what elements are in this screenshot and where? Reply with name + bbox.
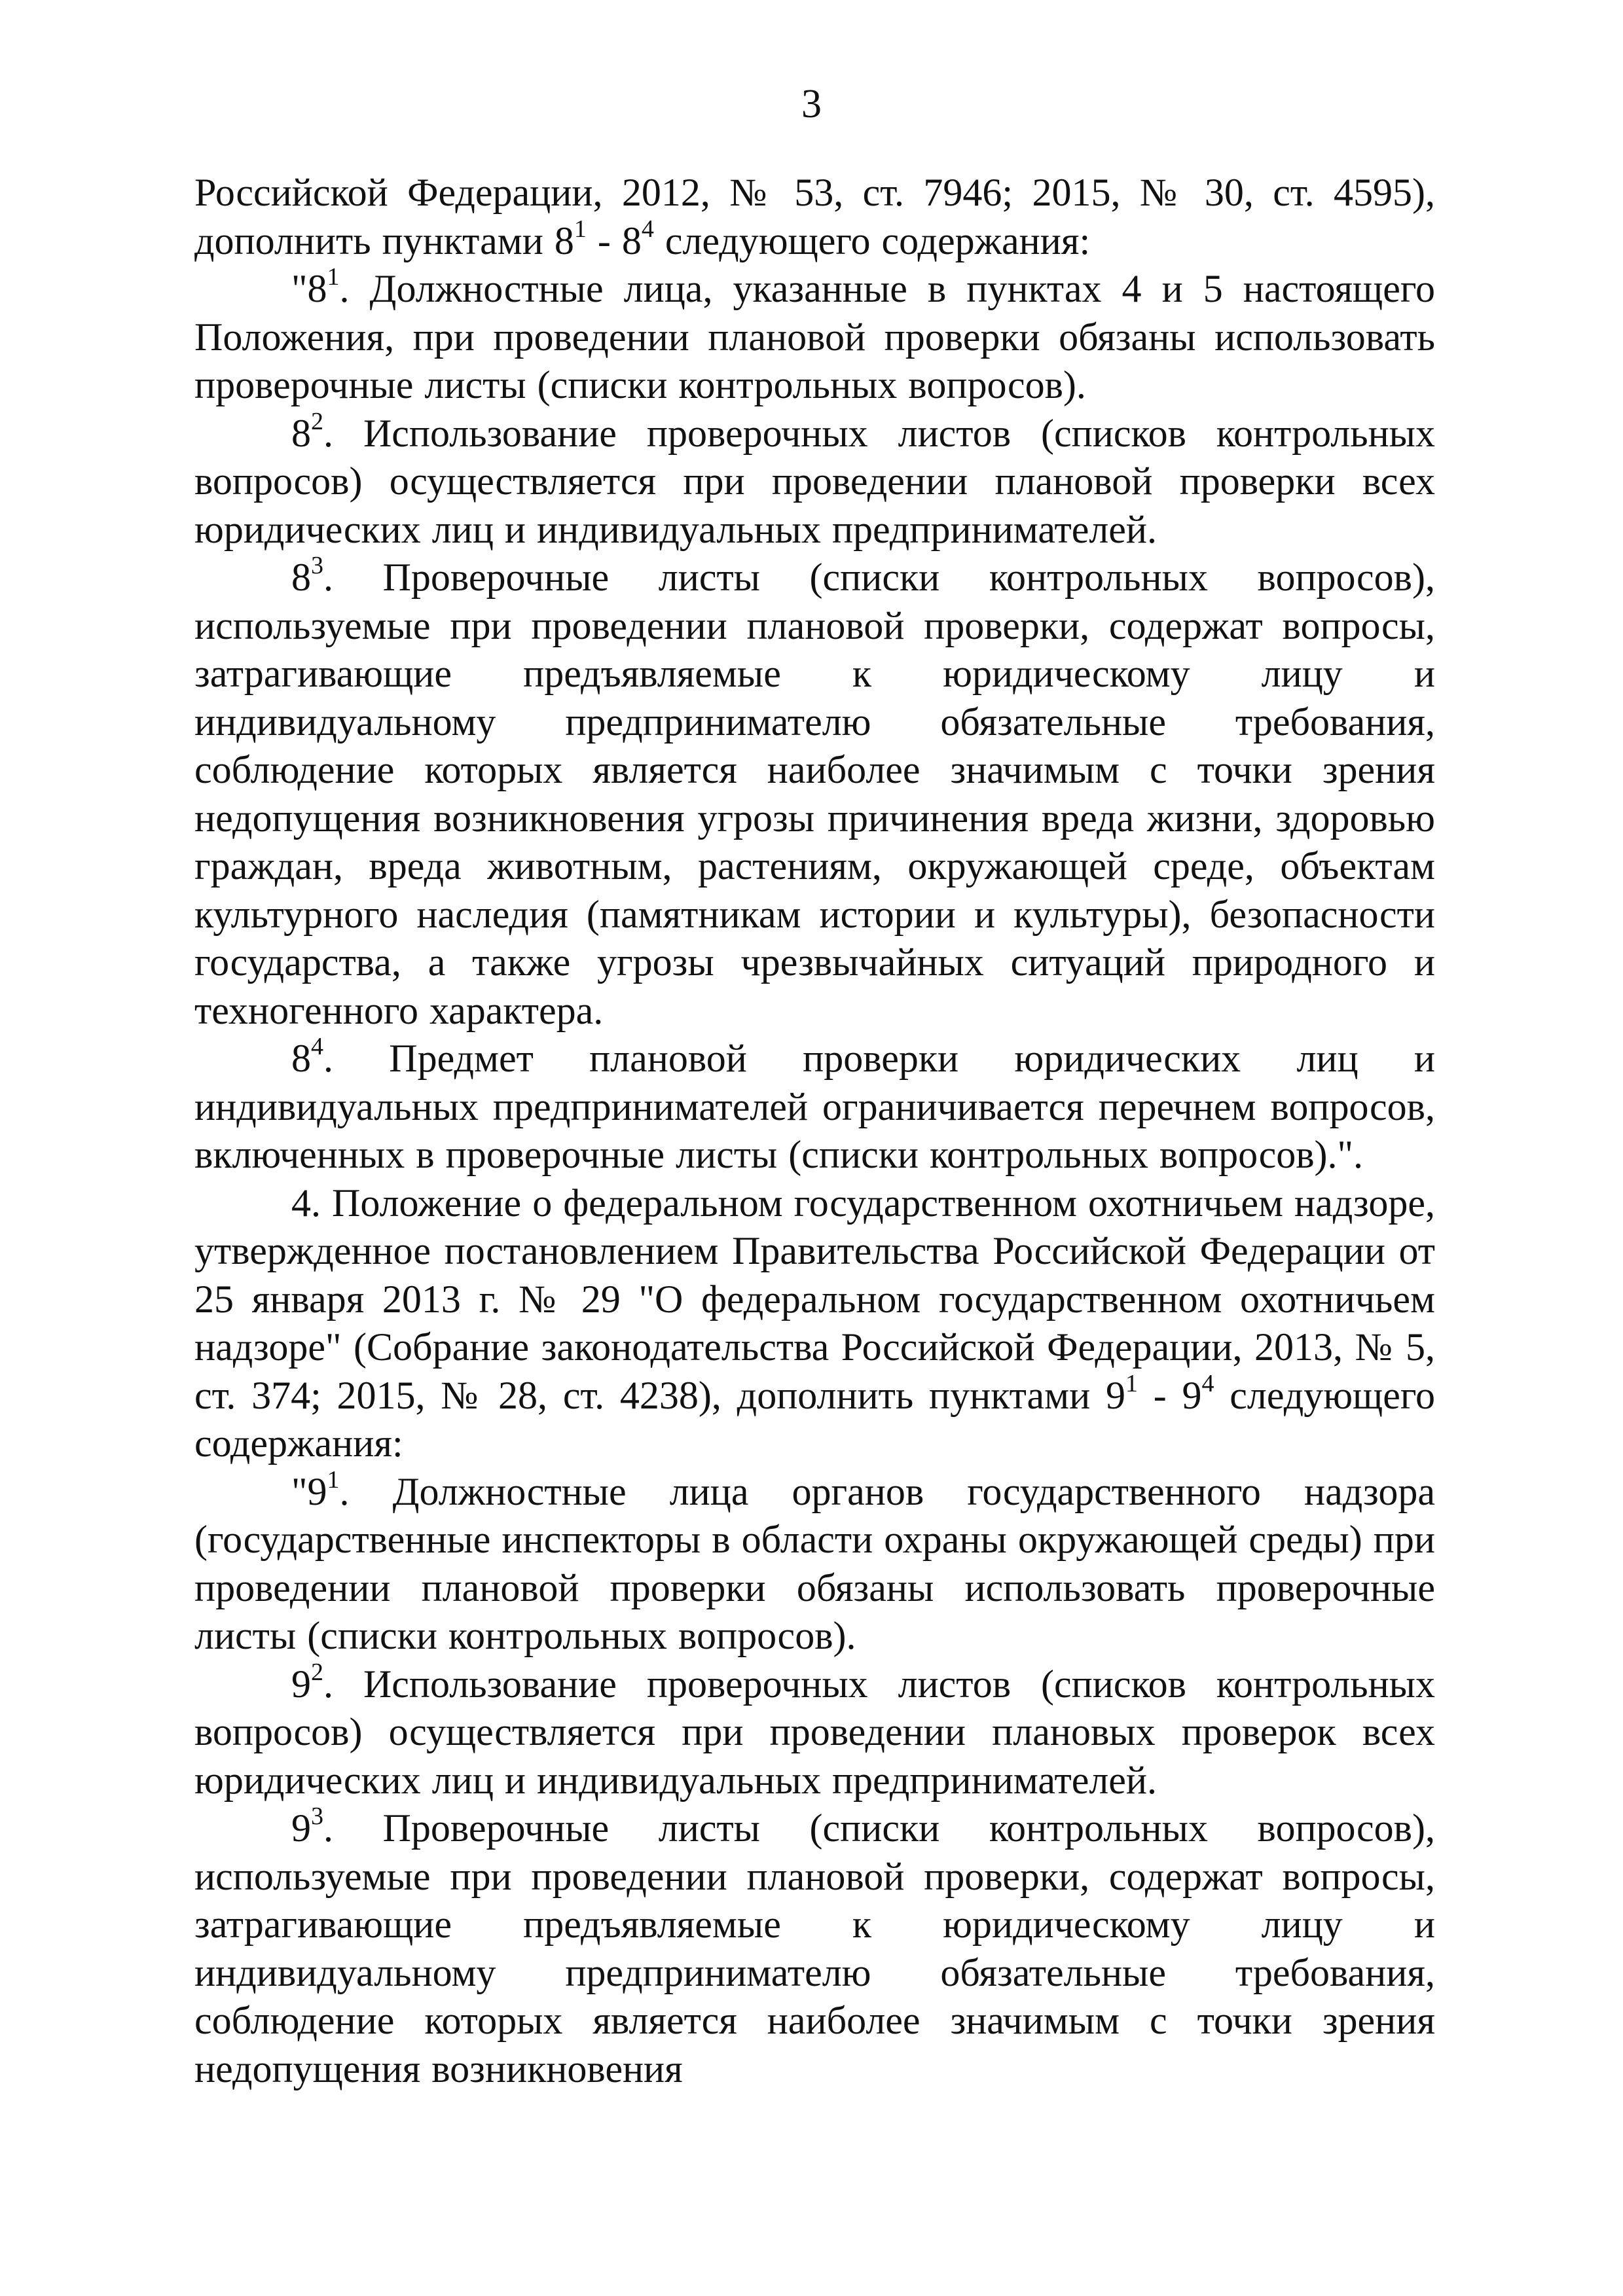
paragraph (194, 554, 1435, 1035)
text-run: . Использование проверочных листов (списков контрольных вопросов) осуществляется при проведении плановой проверки всех юридических лиц и индивидуальных предпринимателей. (194, 411, 1435, 551)
text-run: следующего содержания: (653, 219, 1091, 262)
text-run: "9 (291, 1469, 327, 1513)
superscript: 1 (327, 263, 340, 291)
document-body (194, 169, 1435, 2093)
superscript: 4 (311, 1033, 323, 1060)
text-run: 9 (291, 1806, 311, 1850)
text-run: . Использование проверочных листов (списков контрольных вопросов) осуществляется при проведении плановых проверок всех юридических лиц и индивидуальных предпринимателей. (194, 1662, 1435, 1802)
paragraph (194, 265, 1435, 410)
paragraph (194, 1035, 1435, 1179)
superscript: 1 (1125, 1369, 1139, 1397)
page-number: 3 (801, 82, 822, 126)
text-run: 8 (291, 556, 311, 599)
superscript: 1 (327, 1465, 340, 1494)
superscript: 1 (574, 215, 587, 243)
paragraph (194, 1660, 1435, 1805)
text-run: . Должностные лица, указанные в пунктах 4 и 5 настоящего Положения, при проведении плановой проверки обязаны использовать проверочные листы (списки контрольных вопросов). (194, 267, 1435, 406)
superscript: 2 (311, 1658, 323, 1686)
text-run: - 9 (1138, 1373, 1202, 1417)
text-run: Российской Федерации, 2012, № 53, ст. 7946; 2015, № 30, ст. 4595), дополнить пунктами 8 (194, 171, 1435, 262)
paragraph (194, 169, 1435, 265)
text-run: . Предмет плановой проверки юридических лиц и индивидуальных предпринимателей ограничивается перечнем вопросов, включенных в проверочные листы (списки контрольных вопросов).". (194, 1037, 1435, 1176)
text-run: 8 (291, 411, 311, 455)
text-run: . Проверочные листы (списки контрольных вопросов), используемые при проведении плановой проверки, содержат вопросы, затрагивающие предъявляемые к юридическому лицу и индивидуальному предпринимателю обязательные требования, соблюдение которых является наиболее значимым с точки зрения недопущения возникновения (194, 1806, 1435, 2090)
text-run: . Проверочные листы (списки контрольных вопросов), используемые при проведении плановой проверки, содержат вопросы, затрагивающие предъявляемые к юридическому лицу и индивидуальному предпринимателю обязательные требования, соблюдение которых является наиболее значимым с точки зрения недопущения возникновения угрозы причинения вреда жизни, здоровью граждан, вреда животным, растениям, окружающей среде, объектам культурного наследия (памятникам истории и культуры), безопасности государства, а также угрозы чрезвычайных ситуаций природного и техногенного характера. (194, 556, 1435, 1032)
paragraph (194, 1465, 1435, 1660)
text-run: - 8 (586, 219, 642, 262)
paragraph (194, 1179, 1435, 1468)
text-run: "8 (291, 267, 327, 310)
paragraph (194, 1804, 1435, 2093)
paragraph (194, 407, 1435, 554)
superscript: 3 (311, 552, 323, 579)
text-run: . Должностные лица органов государственного надзора (государственные инспекторы в области охраны окружающей среды) при проведении плановой проверки обязаны использовать проверочные листы (списки контрольных вопросов). (194, 1469, 1435, 1657)
text-run: следующего содержания: (194, 1373, 1436, 1465)
superscript: 3 (311, 1803, 323, 1830)
text-run: 9 (291, 1662, 311, 1706)
superscript: 2 (311, 407, 323, 435)
text-run: 4. Положение о федеральном государственном охотничьем надзоре, утвержденное постановлением Правительства Российской Федерации от 25 января 2013 г. № 29 "О федеральном государственном охотничьем надзоре" (Собрание законодательства Российской Федерации, 2013, № 5, ст. 374; 2015, № 28, ст. 4238), дополнить пунктами 9 (194, 1181, 1435, 1417)
superscript: 4 (641, 215, 654, 243)
text-run: 8 (291, 1037, 311, 1080)
superscript: 4 (1201, 1369, 1214, 1397)
